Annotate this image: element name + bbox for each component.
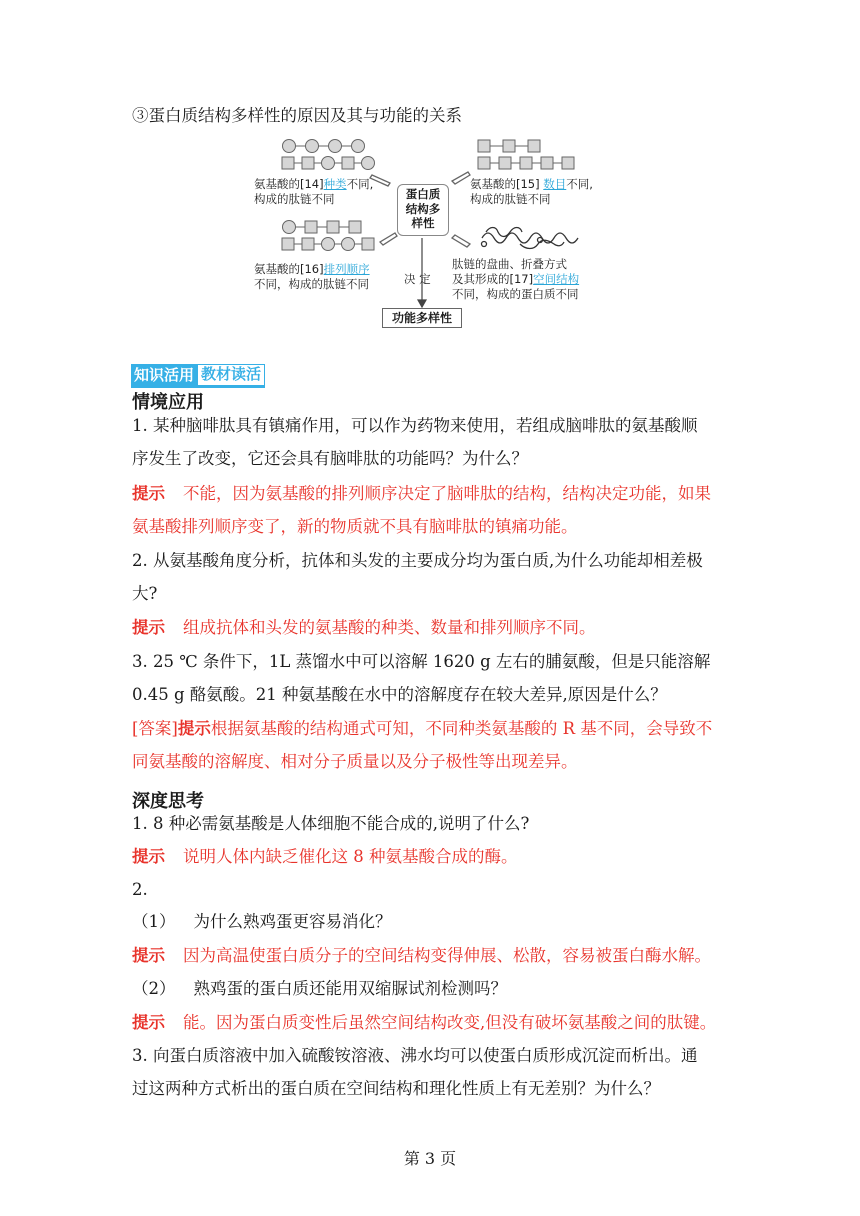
badge-knowledge-apply: 知识活用 [131,364,197,386]
hint-label: 提示 [132,484,165,503]
d2-2-answer: 提示 能。因为蛋白质变性后虽然空间结构改变,但没有破坏氨基酸之间的肽键。 [132,1013,717,1032]
a1-line-1: 提示 不能，因为氨基酸的排列顺序决定了脑啡肽的结构，结构决定功能，如果 [132,484,711,503]
a3-line-2: 同氨基酸的溶解度、相对分子质量以及分子极性等出现差异。 [132,752,578,771]
a2-line: 提示 组成抗体和头发的氨基酸的种类、数量和排列顺序不同。 [132,618,596,637]
bl-text-2: 不同，构成的肽链不同 [254,277,369,291]
d1-answer: 提示 说明人体内缺乏催化这 8 种氨基酸合成的酶。 [132,847,518,866]
tl-text-1: 氨基酸的[14]种类不同, [254,177,374,191]
function-diversity-box: 功能多样性 [382,308,462,328]
q1-line-1: 1. 某种脑啡肽具有镇痛作用，可以作为药物来使用，若组成脑啡肽的氨基酸顺 [132,416,698,435]
d3-line-2: 过这两种方式析出的蛋白质在空间结构和理化性质上有无差别？为什么？ [132,1079,660,1098]
q3-line-1: 3. 25 ℃ 条件下，1L 蒸馏水中可以溶解 1620 g 左右的脯氨酸，但是只能溶解 [132,652,711,671]
center-line-2: 结构多 [405,201,441,216]
answer-prefix: [答案] [132,719,178,738]
tr-text-1: 氨基酸的[15] 数目不同, [470,177,593,191]
br-text-2: 及其形成的[17]空间结构 [452,272,580,286]
hint-label: 提示 [177,719,211,738]
chain-tl-1 [283,140,365,153]
d2-label: 2. [132,880,148,899]
hint-label: 提示 [132,946,165,965]
q3-line-2: 0.45 g 酪氨酸。21 种氨基酸在水中的溶解度存在较大差异,原因是什么？ [132,685,667,704]
folded-chain-shapes [482,228,579,249]
section-title: ③蛋白质结构多样性的原因及其与功能的关系 [132,106,462,125]
hint-label: 提示 [132,847,165,866]
br-text-1: 肽链的盘曲、折叠方式 [452,257,567,271]
chain-tr-1 [478,140,540,152]
heading-deep-thinking: 深度思考 [132,791,204,812]
hint-label: 提示 [132,618,165,637]
chain-tl-2 [282,157,375,170]
d2-1-question: （1） 为什么熟鸡蛋更容易消化？ [132,912,392,931]
heading-situation: 情境应用 [132,392,204,413]
center-line-3: 样性 [411,216,435,230]
center-node [397,184,449,236]
q1-line-2: 序发生了改变，它还会具有脑啡肽的功能吗？为什么？ [132,449,528,468]
section-badges [131,364,265,388]
d2-1-answer: 提示 因为高温使蛋白质分子的空间结构变得伸展、松散，容易被蛋白酶水解。 [132,946,711,965]
chain-bl-1 [283,221,362,234]
q2-line-2: 大? [132,584,158,603]
a3-line-1: [答案]提示根据氨基酸的结构通式可知，不同种类氨基酸的 R 基不同，会导致不 [132,719,713,738]
d2-2-question: （2） 熟鸡蛋的蛋白质还能用双缩脲试剂检测吗？ [132,979,507,998]
d1-question: 1. 8 种必需氨基酸是人体细胞不能合成的,说明了什么? [132,814,530,833]
tl-text-2: 构成的肽链不同 [254,192,335,206]
a1-line-2: 氨基酸排列顺序变了，新的物质就不具有脑啡肽的镇痛功能。 [132,517,578,536]
d3-line-1: 3. 向蛋白质溶液中加入硫酸铵溶液、沸水均可以使蛋白质形成沉淀而析出。通 [132,1046,698,1065]
center-line-1: 蛋白质 [405,187,441,201]
q2-line-1: 2. 从氨基酸角度分析，抗体和头发的主要成分均为蛋白质,为什么功能却相差极 [132,551,703,570]
page-number: 第 3 页 [403,1149,457,1168]
chain-tr-2 [478,157,574,169]
diagram-shapes [0,0,860,340]
tr-text-2: 构成的肽链不同 [470,192,551,206]
br-text-3: 不同，构成的蛋白质不同 [452,287,579,301]
chain-bl-2 [282,238,374,251]
hint-label: 提示 [132,1013,165,1032]
badge-textbook-read: 教材读活 [197,364,265,386]
bl-text-1: 氨基酸的[16]排列顺序 [254,262,370,276]
decide-label: 决 定 [404,272,431,286]
